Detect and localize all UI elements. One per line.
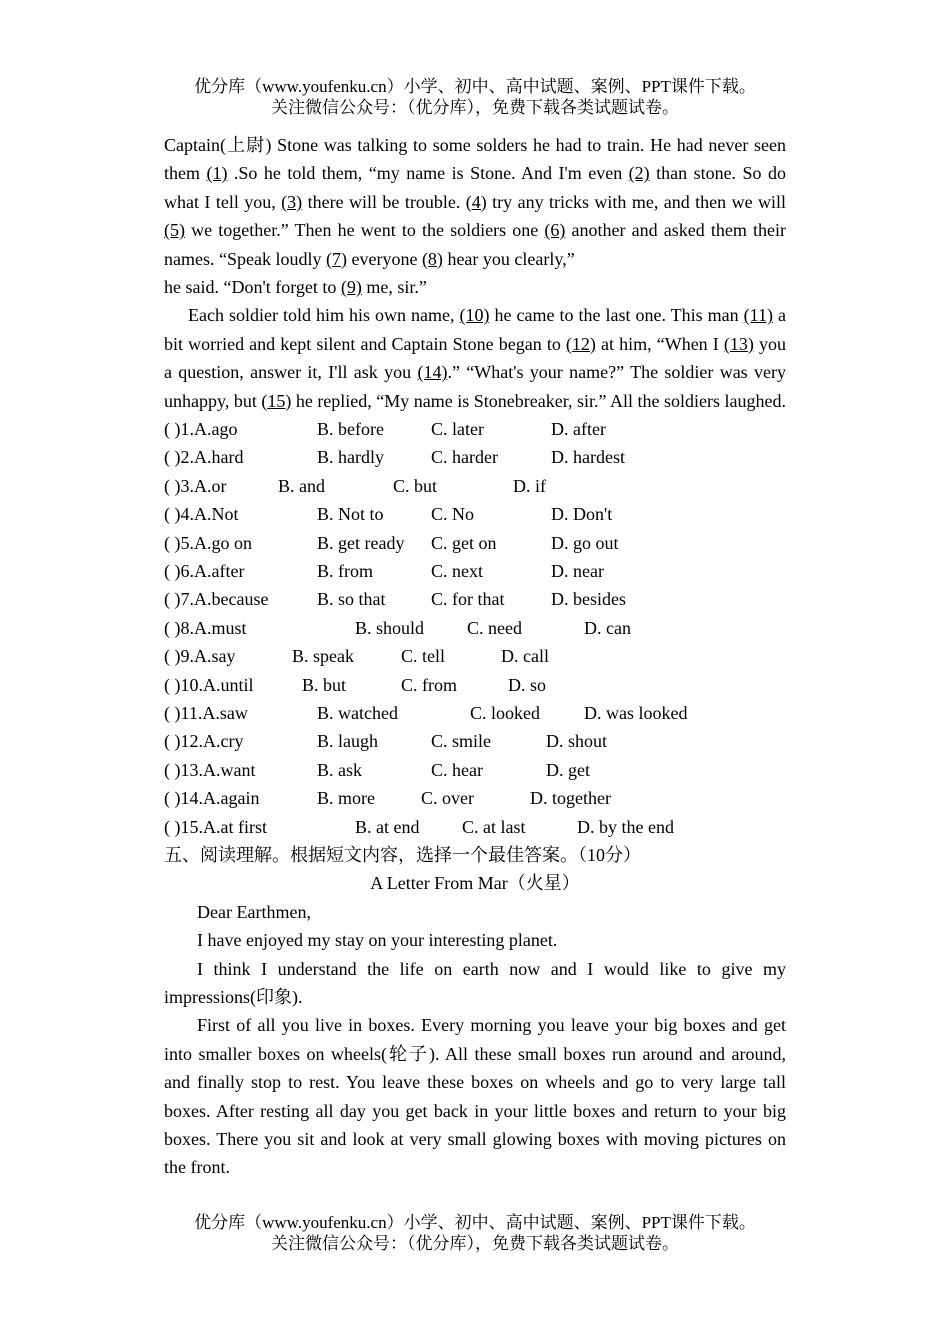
letter-paragraph-1: I have enjoyed my stay on your interesting planet. <box>197 930 558 951</box>
question-row <box>164 642 786 670</box>
option-d: D. call <box>501 646 549 667</box>
option-c: C. looked <box>470 702 540 723</box>
document-body <box>164 131 786 1182</box>
cloze-paragraph-2 <box>164 273 786 301</box>
cloze-text: we together.” Then he went to the soldiers one <box>185 220 545 241</box>
question-row <box>164 699 786 727</box>
question-row <box>164 443 786 471</box>
option-b: B. ask <box>317 759 362 780</box>
option-b: B. at end <box>355 816 420 837</box>
question-row <box>164 472 786 500</box>
option-d: D. go out <box>551 532 619 553</box>
option-c: C. at last <box>462 816 526 837</box>
cloze-text: a bit worried and kept silent and Captain Stone began to <box>164 305 786 354</box>
cloze-text: he replied, “My name is Stonebreaker, sir.” All the soldiers laughed. <box>291 390 786 411</box>
cloze-blank: (9) <box>340 277 362 298</box>
question-list <box>164 415 786 841</box>
cloze-text: Each soldier told him his own name, <box>188 305 460 326</box>
question-number-option-a: ( )4.A.Not <box>164 504 239 525</box>
question-number-option-a: ( )3.A.or <box>164 475 227 496</box>
cloze-text: another and asked them their names. “Speak loudly <box>164 220 786 269</box>
option-b: B. should <box>355 617 425 638</box>
option-b: B. and <box>278 475 325 496</box>
cloze-text: there will be trouble. <box>302 191 466 212</box>
question-row <box>164 500 786 528</box>
option-d: D. near <box>551 561 604 582</box>
question-number-option-a: ( )12.A.cry <box>164 731 244 752</box>
option-c: C. later <box>431 419 484 440</box>
footer-line-2: 关注微信公众号：（优分库），免费下载各类试题试卷。 <box>271 1234 679 1253</box>
cloze-blank: (10) <box>459 305 490 326</box>
cloze-blank: (6) <box>544 220 566 241</box>
cloze-blank: (12) <box>565 333 596 354</box>
question-row <box>164 585 786 613</box>
option-c: C. hear <box>431 759 483 780</box>
section-title: 五、阅读理解。根据短文内容，选择一个最佳答案。（10分） <box>164 844 641 865</box>
option-c: C. need <box>467 617 522 638</box>
letter-paragraph-3: First of all you live in boxes. Every morning you leave your big boxes and get into smaller boxes on wheels(轮子). All these small boxes run around and around, and finally stop to rest. You leave these boxes on wheels and go to very large tall boxes. After resting all day you get back in your little boxes and return to your big boxes. There you sit and look at very small glowing boxes with moving pictures on the front. <box>164 1015 786 1178</box>
cloze-blank: (5) <box>164 220 185 241</box>
option-c: C. from <box>401 674 457 695</box>
cloze-blank: (1) <box>206 163 228 184</box>
option-b: B. get ready <box>317 532 405 553</box>
question-number-option-a: ( )14.A.again <box>164 788 260 809</box>
cloze-blank: (7) <box>325 248 347 269</box>
question-row <box>164 557 786 585</box>
cloze-text: me, sir.” <box>361 277 427 298</box>
option-b: B. but <box>302 674 347 695</box>
header-line-2: 关注微信公众号：（优分库），免费下载各类试题试卷。 <box>271 98 679 117</box>
option-c: C. get on <box>431 532 497 553</box>
page-footer <box>0 1212 950 1254</box>
option-c: C. harder <box>431 447 498 468</box>
cloze-text: hear you clearly,” <box>442 248 575 269</box>
question-number-option-a: ( )9.A.say <box>164 646 236 667</box>
page-header <box>0 76 950 118</box>
option-c: C. tell <box>401 646 445 667</box>
cloze-text: .” “What's your name?” The soldier was very unhappy, but <box>164 362 786 411</box>
option-b: B. speak <box>292 646 354 667</box>
cloze-text: he said. “Don't forget to <box>164 277 341 298</box>
question-number-option-a: ( )5.A.go on <box>164 532 252 553</box>
question-number-option-a: ( )1.A.ago <box>164 419 238 440</box>
question-number-option-a: ( )2.A.hard <box>164 447 244 468</box>
header-line-1: 优分库（www.youfenku.cn）小学、初中、高中试题、案例、PPT课件下载。 <box>194 77 756 96</box>
option-d: D. get <box>546 759 590 780</box>
cloze-text: .So he told them, “my name is Stone. And I'm even <box>227 163 629 184</box>
option-b: B. hardly <box>317 447 384 468</box>
question-row <box>164 784 786 812</box>
cloze-text: try any tricks with me, and then we will <box>486 191 786 212</box>
option-d: D. after <box>551 419 606 440</box>
letter-paragraph-2: I think I understand the life on earth now and I would like to give my impressions(印象). <box>164 958 786 1007</box>
cloze-text: Captain(上尉) Stone was talking to some solders he had to train. He had never seen them <box>164 135 786 184</box>
cloze-paragraph-3 <box>164 301 786 415</box>
question-row <box>164 614 786 642</box>
question-number-option-a: ( )11.A.saw <box>164 702 248 723</box>
option-d: D. was looked <box>584 702 688 723</box>
option-c: C. over <box>421 788 474 809</box>
option-b: B. watched <box>317 702 398 723</box>
cloze-text: he came to the last one. This man <box>489 305 744 326</box>
letter-title: A Letter From Mar（火星） <box>370 873 580 894</box>
cloze-blank: (8) <box>421 248 443 269</box>
option-d: D. Don't <box>551 504 613 525</box>
option-c: C. smile <box>431 731 492 752</box>
cloze-blank: (14) <box>417 362 448 383</box>
letter-greeting: Dear Earthmen, <box>197 901 311 922</box>
cloze-text: than stone. So do what I tell you, <box>164 163 786 212</box>
cloze-text: everyone <box>346 248 422 269</box>
option-b: B. Not to <box>317 504 384 525</box>
question-row <box>164 756 786 784</box>
cloze-text: at him, “When I <box>595 333 724 354</box>
question-row <box>164 671 786 699</box>
question-row <box>164 415 786 443</box>
option-d: D. so <box>508 674 547 695</box>
option-d: D. shout <box>546 731 608 752</box>
option-c: C. for that <box>431 589 505 610</box>
question-row <box>164 813 786 841</box>
option-d: D. together <box>530 788 611 809</box>
option-d: D. hardest <box>551 447 625 468</box>
option-b: B. laugh <box>317 731 378 752</box>
question-row <box>164 529 786 557</box>
option-d: D. besides <box>551 589 626 610</box>
question-number-option-a: ( )13.A.want <box>164 759 256 780</box>
option-d: D. can <box>584 617 631 638</box>
cloze-blank: (13) <box>723 333 754 354</box>
cloze-text: you a question, answer it, I'll ask you <box>164 333 786 383</box>
option-b: B. before <box>317 419 384 440</box>
option-d: D. by the end <box>577 816 674 837</box>
cloze-blank: (11) <box>743 305 773 326</box>
option-b: B. more <box>317 788 375 809</box>
cloze-blank: (2) <box>628 163 650 184</box>
cloze-blank: (4) <box>465 191 487 212</box>
question-number-option-a: ( )15.A.at first <box>164 816 267 837</box>
footer-line-1: 优分库（www.youfenku.cn）小学、初中、高中试题、案例、PPT课件下载。 <box>194 1213 756 1232</box>
question-number-option-a: ( )7.A.because <box>164 589 269 610</box>
option-d: D. if <box>513 475 546 496</box>
question-row <box>164 727 786 755</box>
option-c: C. next <box>431 561 483 582</box>
question-number-option-a: ( )10.A.until <box>164 674 254 695</box>
option-c: C. but <box>393 475 438 496</box>
option-b: B. from <box>317 561 373 582</box>
question-number-option-a: ( )6.A.after <box>164 561 245 582</box>
option-c: C. No <box>431 504 475 525</box>
cloze-blank: (3) <box>281 191 303 212</box>
cloze-blank: (15) <box>261 390 292 411</box>
option-b: B. so that <box>317 589 386 610</box>
question-number-option-a: ( )8.A.must <box>164 617 247 638</box>
cloze-paragraph-1 <box>164 131 786 273</box>
